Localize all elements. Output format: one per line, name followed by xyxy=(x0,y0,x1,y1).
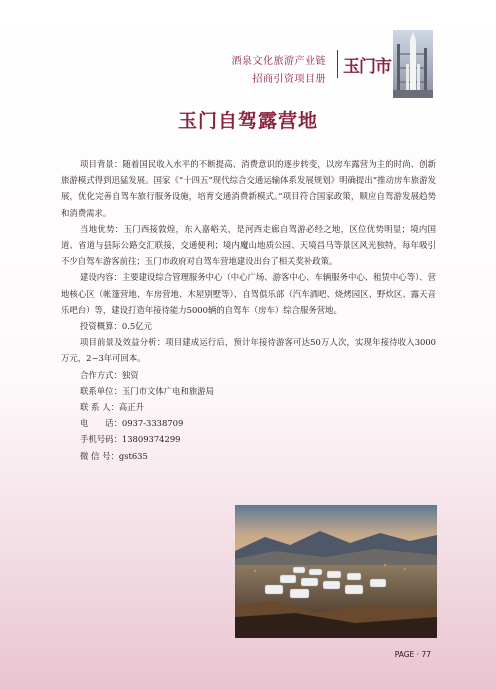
background-paragraph xyxy=(61,156,436,221)
cooperation-label: 合作方式： xyxy=(80,369,122,380)
project-description xyxy=(61,156,436,464)
phone-row xyxy=(61,415,436,431)
cooperation-row xyxy=(61,367,436,383)
wechat-label: 微 信 号： xyxy=(80,450,119,461)
investment-value: 0.5亿元 xyxy=(121,321,152,332)
page-title: 玉门自驾露营地 xyxy=(177,110,318,132)
prospect-label: 项目前景及效益分析： xyxy=(80,337,166,348)
advantage-text: 玉门西接敦煌，东入嘉峪关，是河西走廊自驾游必经之地，区位优势明显；境内国道、省道与县际公路交汇联接，交通便利；境内魔山地质公园、天境昌马等景区风光独特，每年吸引不少自驾车游客前往；玉门市政府对自驾车营地建设出台了相关奖补政策。 xyxy=(61,223,436,267)
page-number: PAGE · 77 xyxy=(394,650,431,659)
construction-label: 建设内容： xyxy=(80,272,122,283)
header-series-title: 酒泉文化旅游产业链 xyxy=(231,56,326,67)
header-divider xyxy=(337,50,338,78)
prospect-paragraph xyxy=(61,334,436,366)
page-header xyxy=(0,0,496,110)
advantage-paragraph xyxy=(61,221,436,270)
contact-person-row xyxy=(61,399,436,415)
campground-photo xyxy=(235,505,437,638)
background-label: 项目背景： xyxy=(80,159,123,169)
phone-value: 0937-3338709 xyxy=(121,418,184,429)
construction-text: 主要建设综合管理服务中心（中心广场、游客中心、车辆服务中心、租赁中心等）、营地核心区（帐篷营地、车房营地、木屋别墅等）、自驾俱乐部（汽车酒吧、烧烤园区、野炊区、露天音乐吧台）等，建设打造年接待能力5000辆的自驾车（房车）综合服务营地。 xyxy=(61,272,436,315)
yumen-logo: 玉门市 xyxy=(343,57,391,77)
background-text: 随着国民收入水平的不断提高、消费意识的逐步转变，以房车露营为主的时尚、创新旅游模式得到迅猛发展。国家《“十四五”现代综合交通运输体系发展规划》明确提出“推动房车旅游发展，优化完善自驾车旅行服务设施，培育交通消费新模式。”项目符合国家政策，顺应自驾游发展趋势和消费需求。 xyxy=(61,159,437,218)
prospect-text: 项目建成运行后，预计年接待游客可达50万人次，实现年接待收入3000万元，2~3年可回本。 xyxy=(61,337,437,364)
contact-unit-row xyxy=(61,383,436,399)
mobile-value: 13809374299 xyxy=(121,434,181,445)
contact-person-label: 联 系 人： xyxy=(80,402,119,413)
phone-label: 电 话： xyxy=(80,418,122,429)
investment-label: 投资概算： xyxy=(80,321,122,332)
contact-unit-label: 联系单位： xyxy=(80,385,122,396)
header-text xyxy=(232,52,327,85)
mobile-row xyxy=(61,431,436,447)
advantage-label: 当地优势： xyxy=(80,223,124,234)
wechat-value: gst635 xyxy=(118,450,148,461)
cooperation-value: 独资 xyxy=(121,369,139,380)
contact-person-value: 高正升 xyxy=(118,402,144,413)
mobile-label: 手机号码： xyxy=(80,434,122,445)
construction-paragraph xyxy=(61,269,436,318)
investment-paragraph xyxy=(61,318,436,334)
contact-unit-value: 玉门市文体广电和旅游局 xyxy=(121,385,214,396)
header-subtitle: 招商引资项目册 xyxy=(252,74,326,85)
rocket-launch-image xyxy=(393,30,433,98)
wechat-row xyxy=(61,448,436,464)
